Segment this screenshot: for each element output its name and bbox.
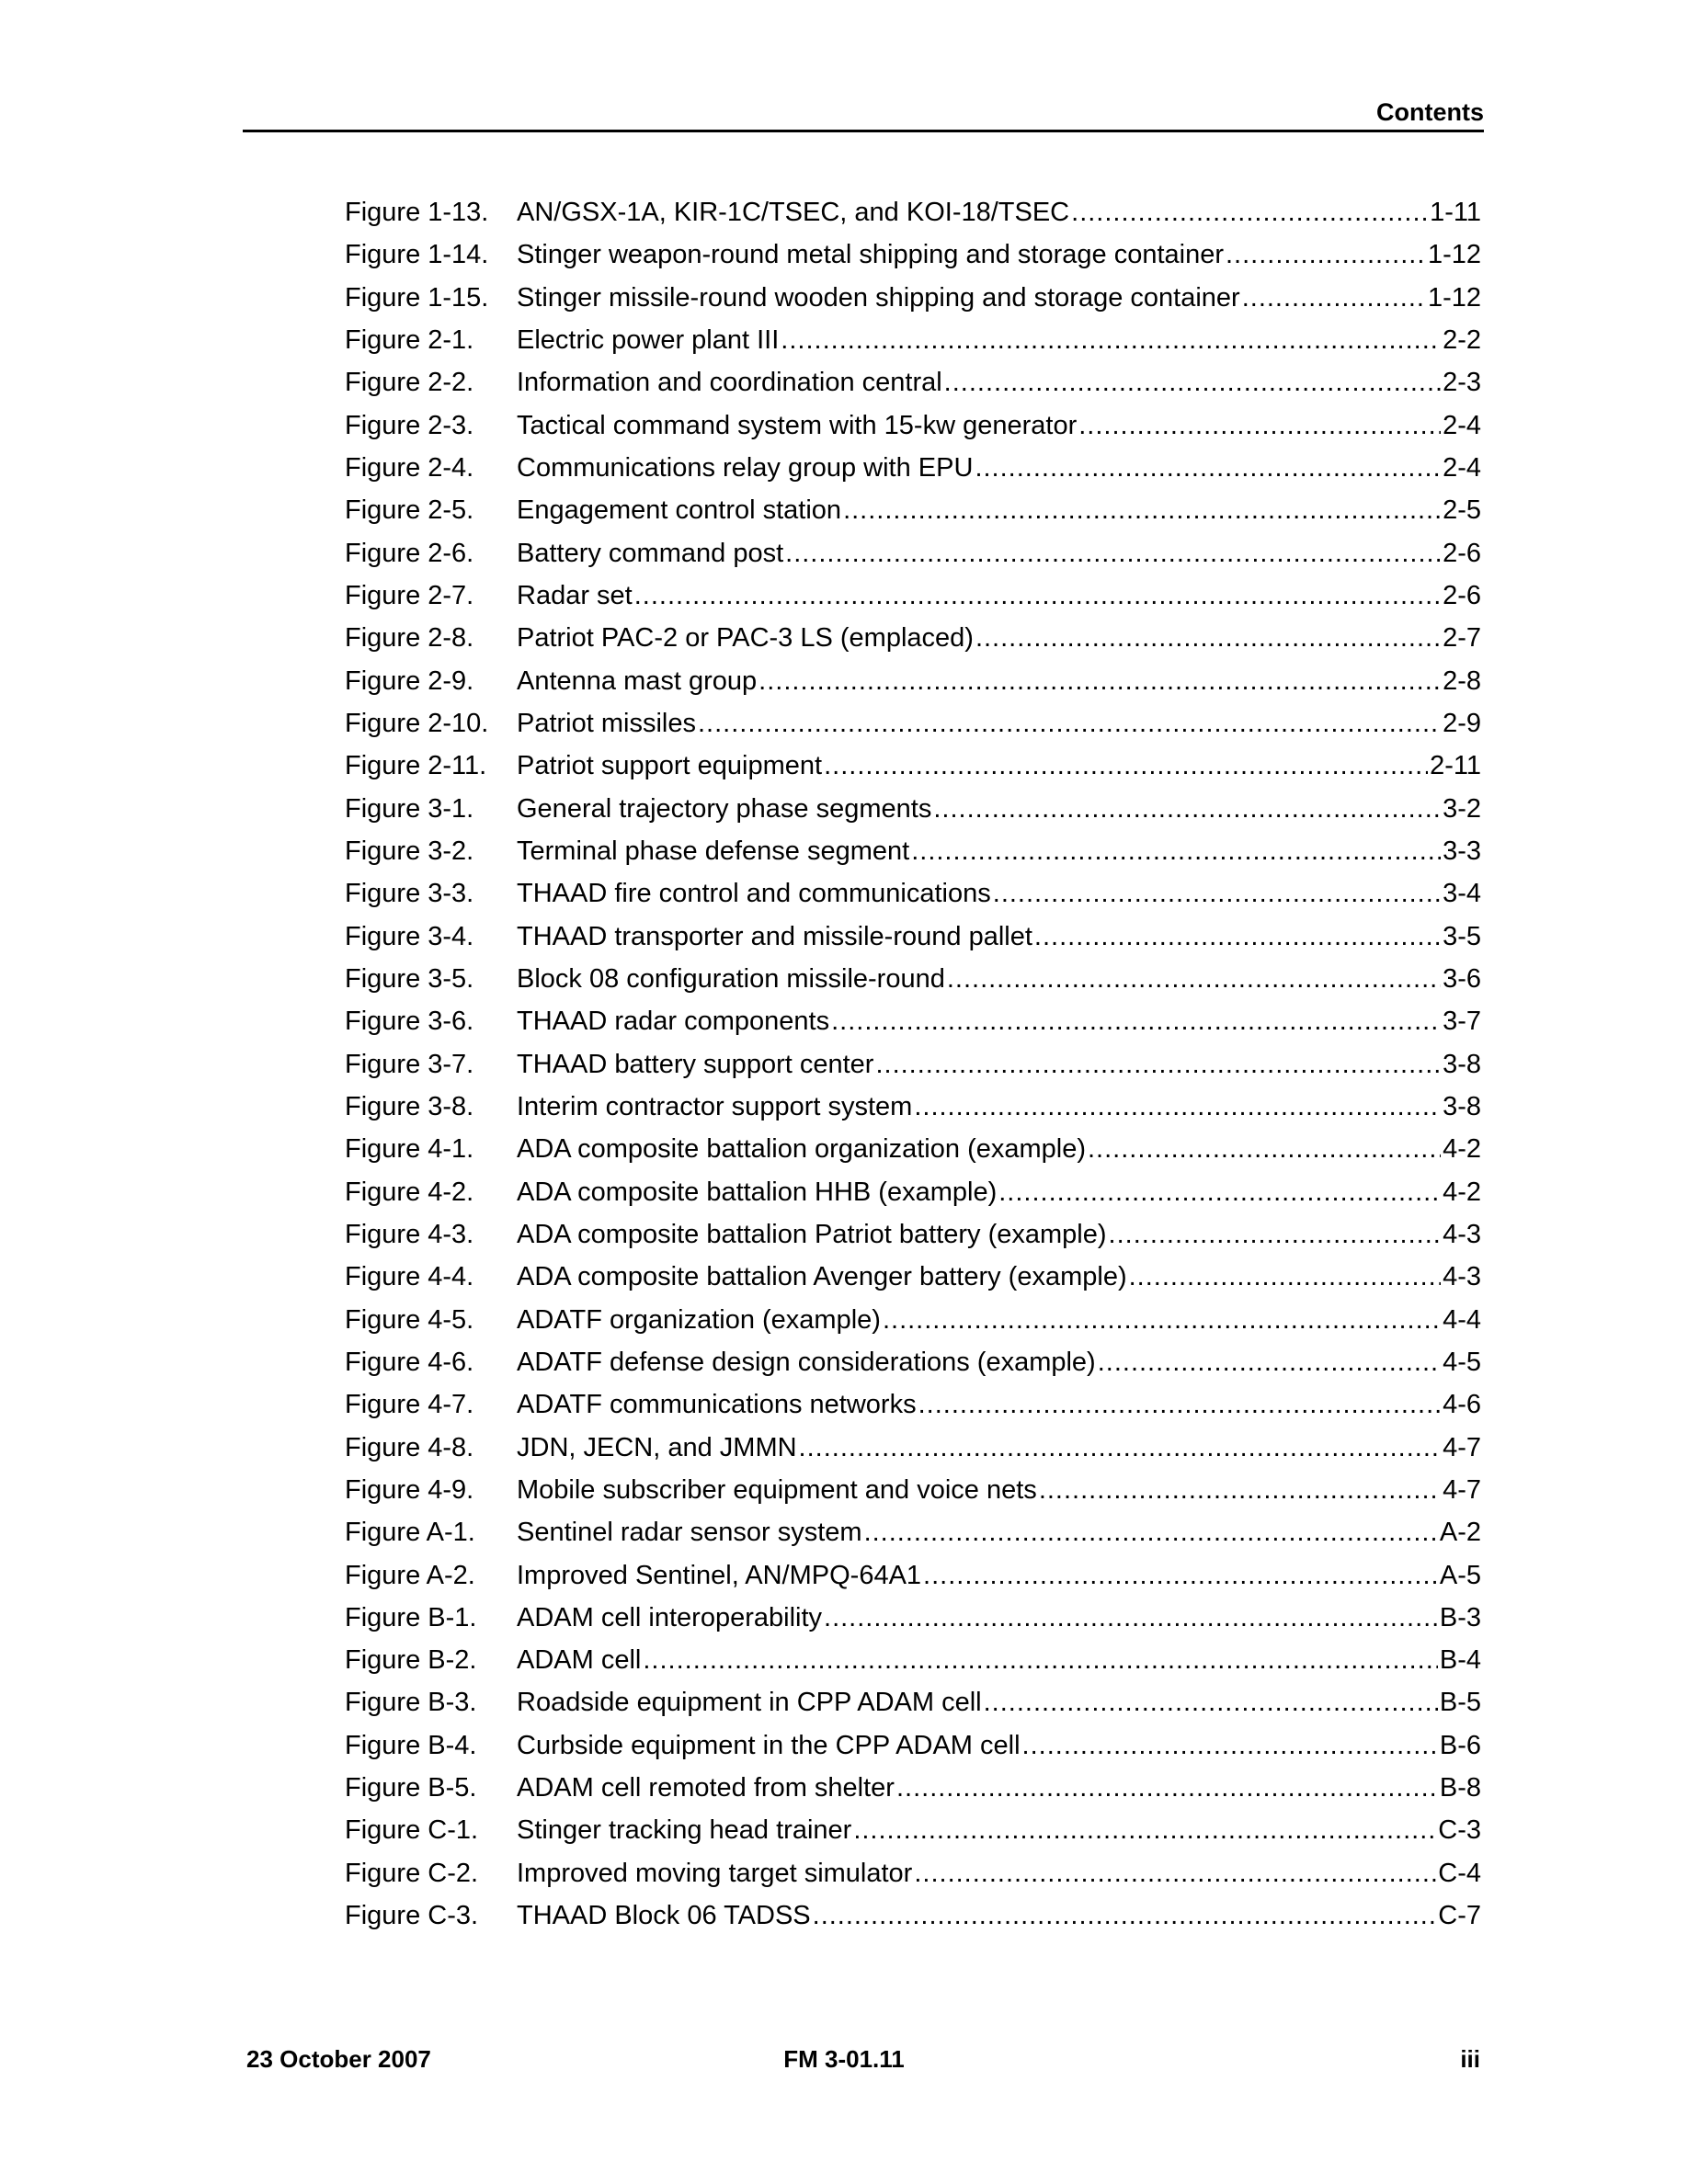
page-reference: 2-5 (1443, 495, 1481, 526)
toc-entry[interactable] (345, 1681, 1481, 1723)
page-reference: 2-3 (1443, 368, 1481, 398)
toc-entry[interactable] (345, 1767, 1481, 1809)
dot-leader (785, 532, 1441, 574)
toc-entry[interactable] (345, 1299, 1481, 1341)
figure-title: Roadside equipment in CPP ADAM cell (517, 1688, 982, 1718)
figure-number: Figure 1-15. (345, 282, 489, 313)
dot-leader (914, 1852, 1436, 1894)
dot-leader (993, 872, 1441, 915)
page-reference: B-5 (1439, 1688, 1481, 1718)
dot-leader (758, 660, 1441, 702)
toc-entry[interactable] (345, 277, 1481, 319)
toc-entry[interactable] (345, 1511, 1481, 1553)
dot-leader (1109, 1213, 1442, 1256)
page-reference: 3-6 (1443, 963, 1481, 994)
dot-leader (918, 1383, 1441, 1426)
figure-title: THAAD Block 06 TADSS (517, 1901, 811, 1931)
footer-page-number: iii (1460, 2045, 1480, 2073)
figure-title: JDN, JECN, and JMMN (517, 1432, 797, 1462)
page-reference: C-7 (1438, 1901, 1481, 1931)
toc-entry[interactable] (345, 916, 1481, 958)
figure-title: Communications relay group with EPU (517, 452, 974, 483)
page-reference: 2-4 (1443, 452, 1481, 483)
page-reference: 1-11 (1430, 198, 1481, 227)
figure-number: Figure C-2. (345, 1858, 479, 1888)
figure-number: Figure A-1. (345, 1518, 475, 1548)
figure-title: Terminal phase defense segment (517, 836, 910, 866)
page-reference: 3-7 (1443, 1007, 1481, 1037)
toc-entry[interactable] (345, 1852, 1481, 1894)
page-reference: 2-9 (1443, 708, 1481, 738)
figure-number: Figure B-5. (345, 1773, 477, 1803)
toc-entry[interactable] (345, 1469, 1481, 1511)
figure-title: Radar set (517, 580, 633, 610)
figure-title: ADAM cell remoted from shelter (517, 1773, 895, 1803)
toc-entry[interactable] (345, 447, 1481, 489)
figure-number: Figure 3-1. (345, 793, 474, 824)
figure-number: Figure 4-9. (345, 1474, 474, 1505)
page-reference: 2-8 (1443, 665, 1481, 696)
figure-number: Figure 1-13. (345, 198, 489, 227)
toc-entry[interactable] (345, 958, 1481, 1000)
toc-entry[interactable] (345, 1894, 1481, 1937)
figure-number: Figure B-3. (345, 1688, 477, 1718)
figure-number: Figure 3-7. (345, 1049, 474, 1079)
page-reference: C-4 (1438, 1858, 1481, 1888)
figure-title: Patriot PAC-2 or PAC-3 LS (emplaced) (517, 623, 974, 654)
toc-entry[interactable] (345, 1128, 1481, 1170)
page-reference: B-3 (1439, 1602, 1481, 1632)
page-reference: 2-4 (1443, 410, 1481, 440)
dot-leader (883, 1299, 1441, 1341)
toc-entry[interactable] (345, 745, 1481, 787)
toc-entry[interactable] (345, 574, 1481, 617)
dot-leader (853, 1809, 1436, 1851)
dot-leader (947, 958, 1441, 1000)
figure-number: Figure 3-4. (345, 921, 474, 951)
page-reference: 1-12 (1427, 282, 1481, 313)
toc-entry[interactable] (345, 1597, 1481, 1639)
figure-number: Figure 2-5. (345, 495, 474, 526)
figure-title: Engagement control station (517, 495, 842, 526)
figure-title: Patriot missiles (517, 708, 696, 738)
figure-title: Improved Sentinel, AN/MPQ-64A1 (517, 1560, 922, 1590)
figure-number: Figure 3-6. (345, 1007, 474, 1037)
figure-title: Curbside equipment in the CPP ADAM cell (517, 1730, 1021, 1760)
page-reference: 4-7 (1443, 1432, 1481, 1462)
dot-leader (984, 1681, 1438, 1723)
list-of-figures (345, 191, 1481, 1937)
figure-title: THAAD battery support center (517, 1049, 874, 1079)
figure-title: Antenna mast group (517, 665, 758, 696)
figure-title: Sentinel radar sensor system (517, 1518, 862, 1548)
page-reference: 2-2 (1443, 324, 1481, 355)
figure-title: THAAD radar components (517, 1007, 830, 1037)
dot-leader (1022, 1724, 1438, 1767)
dot-leader (643, 1639, 1438, 1681)
toc-entry[interactable] (345, 1809, 1481, 1851)
toc-entry[interactable] (345, 702, 1481, 745)
figure-title: Battery command post (517, 538, 784, 568)
figure-title: ADATF defense design considerations (example) (517, 1347, 1096, 1377)
dot-leader (1088, 1128, 1441, 1170)
figure-title: ADA composite battalion Patriot battery (example) (517, 1219, 1107, 1249)
page-reference: 3-2 (1443, 793, 1481, 824)
dot-leader (1242, 277, 1426, 319)
figure-number: Figure 4-5. (345, 1304, 474, 1335)
figure-number: Figure 4-1. (345, 1134, 474, 1165)
figure-number: Figure A-2. (345, 1560, 475, 1590)
dot-leader (864, 1511, 1438, 1553)
figure-number: Figure 4-7. (345, 1390, 474, 1420)
toc-entry[interactable] (345, 233, 1481, 276)
page-reference: 4-3 (1443, 1262, 1481, 1292)
figure-title: THAAD transporter and missile-round pallet (517, 921, 1032, 951)
figure-number: Figure 3-8. (345, 1091, 474, 1121)
page-reference: B-4 (1439, 1645, 1481, 1676)
toc-entry[interactable] (345, 830, 1481, 872)
toc-entry[interactable] (345, 1724, 1481, 1767)
dot-leader (1226, 233, 1426, 276)
toc-entry[interactable] (345, 1639, 1481, 1681)
figure-number: Figure 4-8. (345, 1432, 474, 1462)
dot-leader (781, 319, 1441, 361)
figure-number: Figure B-2. (345, 1645, 477, 1676)
toc-entry[interactable] (345, 1256, 1481, 1298)
page-reference: 3-8 (1443, 1049, 1481, 1079)
dot-leader (911, 830, 1441, 872)
toc-entry[interactable] (345, 1427, 1481, 1469)
figure-title: ADAM cell interoperability (517, 1602, 823, 1632)
figure-number: Figure 2-1. (345, 324, 474, 355)
toc-entry[interactable] (345, 788, 1481, 830)
figure-title: ADA composite battalion Avenger battery (example) (517, 1262, 1127, 1292)
figure-title: Improved moving target simulator (517, 1858, 913, 1888)
page-reference: 3-4 (1443, 879, 1481, 909)
figure-title: ADA composite battalion organization (example) (517, 1134, 1086, 1165)
dot-leader (1098, 1341, 1441, 1383)
page-reference: 4-6 (1443, 1390, 1481, 1420)
toc-entry[interactable] (345, 1171, 1481, 1213)
figure-number: Figure 1-14. (345, 240, 489, 270)
figure-title: Interim contractor support system (517, 1091, 913, 1121)
figure-number: Figure 2-6. (345, 538, 474, 568)
dot-leader (896, 1767, 1438, 1809)
dot-leader (923, 1554, 1438, 1597)
toc-entry[interactable] (345, 1383, 1481, 1426)
dot-leader (1034, 916, 1441, 958)
dot-leader (1039, 1469, 1441, 1511)
toc-entry[interactable] (345, 489, 1481, 531)
toc-entry[interactable] (345, 532, 1481, 574)
dot-leader (875, 1043, 1441, 1086)
figure-title: ADAM cell (517, 1645, 642, 1676)
page-reference: 2-11 (1430, 751, 1481, 781)
figure-title: ADATF communications networks (517, 1390, 917, 1420)
toc-entry[interactable] (345, 191, 1481, 233)
page-reference: 3-3 (1443, 836, 1481, 866)
toc-entry[interactable] (345, 319, 1481, 361)
page-reference: A-5 (1439, 1560, 1481, 1590)
figure-number: Figure 4-6. (345, 1347, 474, 1377)
dot-leader (975, 447, 1441, 489)
figure-number: Figure 2-11. (345, 751, 487, 781)
toc-entry[interactable] (345, 361, 1481, 404)
figure-number: Figure 4-4. (345, 1262, 474, 1292)
figure-number: Figure 4-3. (345, 1219, 474, 1249)
dot-leader (998, 1171, 1441, 1213)
footer-date: 23 October 2007 (246, 2045, 431, 2073)
figure-number: Figure C-1. (345, 1815, 479, 1846)
page-reference: 2-7 (1443, 623, 1481, 654)
figure-title: Electric power plant III (517, 324, 780, 355)
figure-number: Figure 2-4. (345, 452, 474, 483)
dot-leader (799, 1427, 1442, 1469)
figure-number: Figure B-4. (345, 1730, 477, 1760)
page-reference: 4-5 (1443, 1347, 1481, 1377)
page-reference: 4-2 (1443, 1134, 1481, 1165)
figure-title: Stinger weapon-round metal shipping and storage container (517, 240, 1224, 270)
figure-title: ADA composite battalion HHB (example) (517, 1177, 998, 1207)
page-reference: 2-6 (1443, 580, 1481, 610)
figure-number: Figure B-1. (345, 1602, 477, 1632)
toc-entry[interactable] (345, 1043, 1481, 1086)
figure-title: Information and coordination central (517, 368, 942, 398)
page-reference: 2-6 (1443, 538, 1481, 568)
toc-entry[interactable] (345, 617, 1481, 659)
figure-number: Figure 3-5. (345, 963, 474, 994)
page-reference: 3-8 (1443, 1091, 1481, 1121)
figure-title: AN/GSX-1A, KIR-1C/TSEC, and KOI-18/TSEC (517, 198, 1070, 227)
figure-title: Stinger tracking head trainer (517, 1815, 852, 1846)
dot-leader (1078, 404, 1441, 447)
dot-leader (813, 1894, 1437, 1937)
figure-number: Figure 2-9. (345, 665, 474, 696)
toc-entry[interactable] (345, 872, 1481, 915)
toc-entry[interactable] (345, 1554, 1481, 1597)
dot-leader (1071, 191, 1428, 233)
dot-leader (944, 361, 1441, 404)
header-divider (243, 130, 1484, 132)
dot-leader (1129, 1256, 1441, 1298)
toc-entry[interactable] (345, 1213, 1481, 1256)
figure-number: Figure 2-2. (345, 368, 474, 398)
dot-leader (698, 702, 1441, 745)
page-reference: C-3 (1438, 1815, 1481, 1846)
figure-title: Stinger missile-round wooden shipping and storage container (517, 282, 1240, 313)
footer-document-number: FM 3-01.11 (783, 2045, 905, 2073)
page-reference: 3-5 (1443, 921, 1481, 951)
figure-number: Figure 2-7. (345, 580, 474, 610)
page-reference: 4-2 (1443, 1177, 1481, 1207)
page-reference: B-8 (1439, 1773, 1481, 1803)
dot-leader (634, 574, 1441, 617)
figure-number: Figure 2-10. (345, 708, 489, 738)
running-header-title: Contents (1376, 98, 1484, 126)
figure-title: General trajectory phase segments (517, 793, 932, 824)
figure-number: Figure 2-8. (345, 623, 474, 654)
dot-leader (831, 1000, 1441, 1042)
page-reference: 1-12 (1427, 240, 1481, 270)
figure-title: Tactical command system with 15-kw generator (517, 410, 1078, 440)
dot-leader (933, 788, 1441, 830)
figure-title: THAAD fire control and communications (517, 879, 991, 909)
figure-title: ADATF organization (example) (517, 1304, 881, 1335)
dot-leader (824, 745, 1428, 787)
toc-entry[interactable] (345, 1341, 1481, 1383)
dot-leader (975, 617, 1441, 659)
page-reference: 4-4 (1443, 1304, 1481, 1335)
figure-title: Patriot support equipment (517, 751, 823, 781)
toc-entry[interactable] (345, 660, 1481, 702)
figure-title: Block 08 configuration missile-round (517, 963, 945, 994)
figure-number: Figure 3-3. (345, 879, 474, 909)
figure-number: Figure 4-2. (345, 1177, 474, 1207)
figure-number: Figure 2-3. (345, 410, 474, 440)
toc-entry[interactable] (345, 1086, 1481, 1128)
figure-number: Figure 3-2. (345, 836, 474, 866)
toc-entry[interactable] (345, 404, 1481, 447)
page-reference: 4-3 (1443, 1219, 1481, 1249)
dot-leader (914, 1086, 1441, 1128)
page-reference: B-6 (1439, 1730, 1481, 1760)
dot-leader (843, 489, 1441, 531)
dot-leader (824, 1597, 1438, 1639)
figure-number: Figure C-3. (345, 1901, 479, 1931)
page-reference: A-2 (1439, 1518, 1481, 1548)
toc-entry[interactable] (345, 1000, 1481, 1042)
page-reference: 4-7 (1443, 1474, 1481, 1505)
figure-title: Mobile subscriber equipment and voice nets (517, 1474, 1037, 1505)
